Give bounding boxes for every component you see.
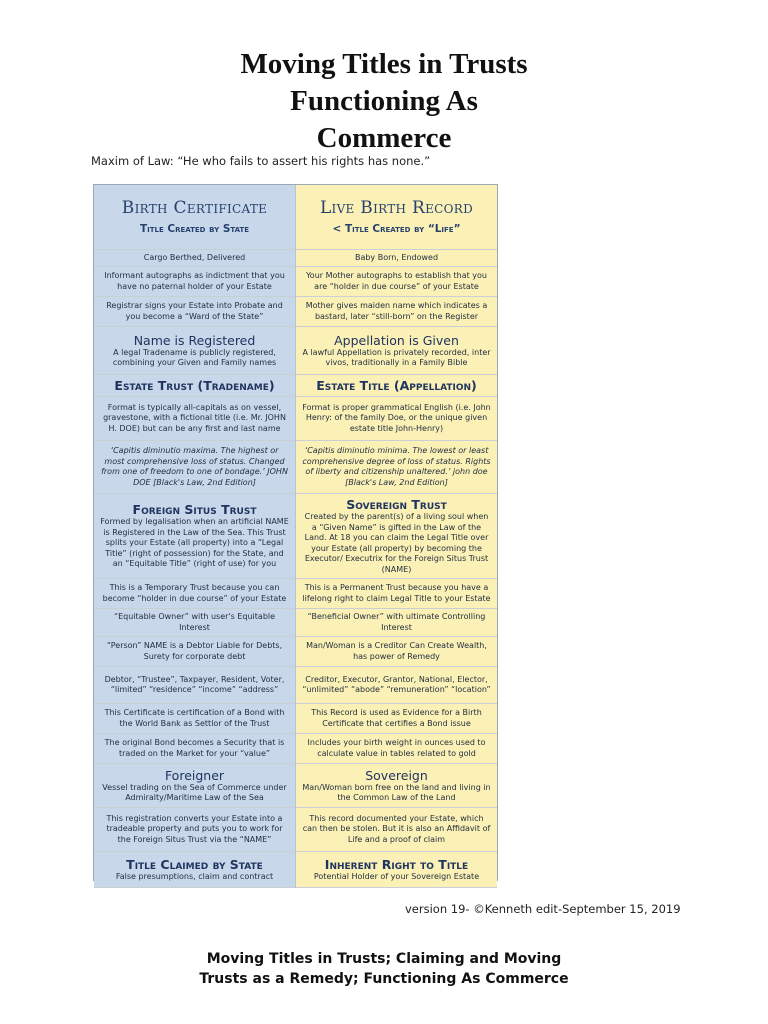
table-cell-text: This is a Permanent Trust because you have a lifelong right to claim Legal Title to your Estate: [302, 583, 491, 603]
table-cell-heading: Sovereign Trust: [346, 497, 447, 512]
table-cell-text: Debtor, “Trustee”, Taxpayer, Resident, Voter, “limited” “residence” “income” “address”: [104, 674, 285, 694]
table-cell-heading: Appellation is Given: [334, 332, 459, 348]
table-cell-text: Cargo Berthed, Delivered: [143, 252, 246, 262]
table-cell-left: [94, 327, 296, 375]
footer-line-2: Trusts as a Remedy; Functioning As Commerce: [199, 971, 569, 987]
table-cell-text: This record documented your Estate, which can then be stolen. But it is also an Affidavit of Life and a proof of claim: [302, 813, 491, 844]
table-cell-left: [94, 852, 296, 888]
table-cell-right: [296, 327, 497, 375]
table-cell-text: Mother gives maiden name which indicates a bastard, later “still-born” on the Register: [305, 301, 488, 321]
footer-line-1: Moving Titles in Trusts; Claiming and Moving: [206, 951, 562, 967]
table-cell-text: Format is proper grammatical English (i.e. John Henry: of the family Doe, or the unique given estate title John-Henry): [302, 402, 491, 433]
table-cell-right: [296, 852, 497, 888]
table-cell-right: [296, 764, 497, 808]
table-cell-text: “Beneficial Owner” with ultimate Controlling Interest: [307, 612, 486, 632]
table-cell-text: A lawful Appellation is privately recorded, inter vivos, traditionally in a Family Bible: [302, 347, 491, 367]
maxim-text: Maxim of Law: “He who fails to assert his rights has none.”: [91, 154, 431, 168]
title-line-3: Commerce: [316, 122, 452, 154]
table-cell-left: [94, 609, 296, 637]
table-cell-text: Registrar signs your Estate into Probate and you become a “Ward of the State”: [106, 301, 283, 321]
table-cell-left: [94, 375, 296, 397]
table-cell-text: Formed by legalisation when an artificial NAME is Registered in the Law of the Sea. This Trust splits your Estate (all property) into a “Legal Title” (right of possession) for the State, and an “Equitable Title” (right of use) for you: [100, 517, 289, 569]
table-cell-heading: Name is Registered: [133, 332, 256, 348]
title-line-2: Functioning As: [290, 85, 478, 117]
table-cell-left: [94, 250, 296, 267]
table-cell-text: Informant autographs as indictment that you have no paternal holder of your Estate: [104, 271, 285, 291]
table-cell-right: [296, 397, 497, 441]
table-cell-text: A legal Tradename is publicly registered, combining your Given and Family names: [112, 347, 277, 367]
table-cell-heading: Foreigner: [164, 767, 225, 783]
table-cell-heading: Foreign Situs Trust: [132, 502, 257, 518]
table-cell-text: This Certificate is certification of a Bond with the World Bank as Settlor of the Trust: [104, 708, 285, 728]
right-header-title: Live Birth Record: [319, 197, 474, 218]
table-cell-text: Your Mother autographs to establish that you are “holder in due course” of your Estate: [305, 271, 487, 291]
table-cell-text: Baby Born, Endowed: [354, 252, 439, 262]
table-cell-text: The original Bond becomes a Security that is traded on the Market for your “value”: [104, 738, 285, 758]
table-cell-right: [296, 297, 497, 327]
table-cell-text: Includes your birth weight in ounces used to calculate value in tables related to gold: [307, 738, 486, 758]
table-cell-left: [94, 494, 296, 579]
version-note: version 19- ©Kenneth edit-September 15, 2019: [405, 902, 681, 916]
table-cell-right: [296, 441, 497, 494]
table-cell-text: ‘Capitis diminutio minima. The lowest or least comprehensive degree of loss of status. Rights of liberty and citizenship unaltered.’ john doe [Black's Law, 2nd Edition]: [302, 446, 491, 487]
table-cell-left: [94, 637, 296, 667]
table-cell-right: [296, 579, 497, 609]
table-cell-right: [296, 267, 497, 297]
table-cell-text: Vessel trading on the Sea of Commerce under Admiralty/Maritime Law of the Sea: [102, 782, 287, 802]
table-cell-left: [94, 397, 296, 441]
table-cell-text: This registration converts your Estate into a tradeable property and puts you to work for the Foreign Situs Trust via the “NAME”: [106, 813, 283, 844]
table-cell-heading: Estate Trust (Tradename): [114, 378, 275, 393]
table-cell-left: [94, 734, 296, 764]
left-header: [94, 185, 296, 250]
table-cell-left: [94, 764, 296, 808]
table-cell-text: Format is typically all-capitals as on vessel, gravestone, with a fictional title (i.e. Mr. JOHN H. DOE) but can be any first and last name: [103, 402, 286, 433]
table-cell-left: [94, 808, 296, 852]
page-title: [0, 46, 768, 157]
table-cell-text: Created by the parent(s) of a living soul when a “Given Name” is gifted in the Law of the Land. At 18 you can claim the Legal Title over your Estate (all property) by becoming the Executor/ Executrix for the Foreign Situs Trust (NAME): [304, 512, 489, 574]
comparison-table: [93, 184, 498, 881]
table-cell-left: [94, 667, 296, 704]
left-header-title: Birth Certificate: [121, 197, 268, 218]
table-cell-text: This is a Temporary Trust because you can become “holder in due course” of your Estate: [102, 583, 287, 603]
footer-caption: [0, 949, 768, 989]
table-cell-text: “Person” NAME is a Debtor Liable for Debts, Surety for corporate debt: [106, 641, 283, 661]
table-cell-right: [296, 704, 497, 734]
table-cell-left: [94, 579, 296, 609]
table-cell-right: [296, 734, 497, 764]
table-cell-heading: Estate Title (Appellation): [316, 378, 477, 393]
left-header-subtitle: Title Created by State: [139, 222, 250, 235]
title-line-1: Moving Titles in Trusts: [240, 48, 528, 80]
table-cell-text: Man/Woman is a Creditor Can Create Wealth, has power of Remedy: [306, 641, 487, 661]
table-cell-heading: Title Claimed by State: [126, 856, 263, 872]
table-cell-text: Potential Holder of your Sovereign Estate: [313, 871, 480, 881]
table-cell-left: [94, 441, 296, 494]
right-header: [296, 185, 497, 250]
table-cell-heading: Sovereign: [365, 767, 428, 783]
table-cell-text: “Equitable Owner” with user's Equitable Interest: [113, 612, 276, 632]
table-cell-left: [94, 267, 296, 297]
table-cell-right: [296, 250, 497, 267]
table-cell-right: [296, 494, 497, 579]
table-cell-left: [94, 297, 296, 327]
table-cell-text: This Record is used as Evidence for a Birth Certificate that certifies a Bond issue: [311, 708, 482, 728]
table-cell-right: [296, 637, 497, 667]
table-cell-text: ‘Capitis diminutio maxima. The highest or most comprehensive loss of status. Changed from one of freedom to one of bondage.’ JOHN DOE [Black's Law, 2nd Edition]: [101, 446, 288, 487]
table-cell-text: Man/Woman born free on the land and living in the Common Law of the Land: [302, 782, 491, 802]
table-cell-right: [296, 375, 497, 397]
right-header-subtitle: < Title Created by “Life”: [332, 222, 461, 235]
table-cell-right: [296, 667, 497, 704]
table-cell-text: False presumptions, claim and contract: [115, 871, 274, 881]
table-cell-right: [296, 609, 497, 637]
table-cell-heading: Inherent Right to Title: [324, 856, 469, 872]
table-cell-right: [296, 808, 497, 852]
table-cell-text: Creditor, Executor, Grantor, National, Elector, “unlimited” “abode” “remuneration” “location”: [302, 674, 491, 694]
table-cell-left: [94, 704, 296, 734]
